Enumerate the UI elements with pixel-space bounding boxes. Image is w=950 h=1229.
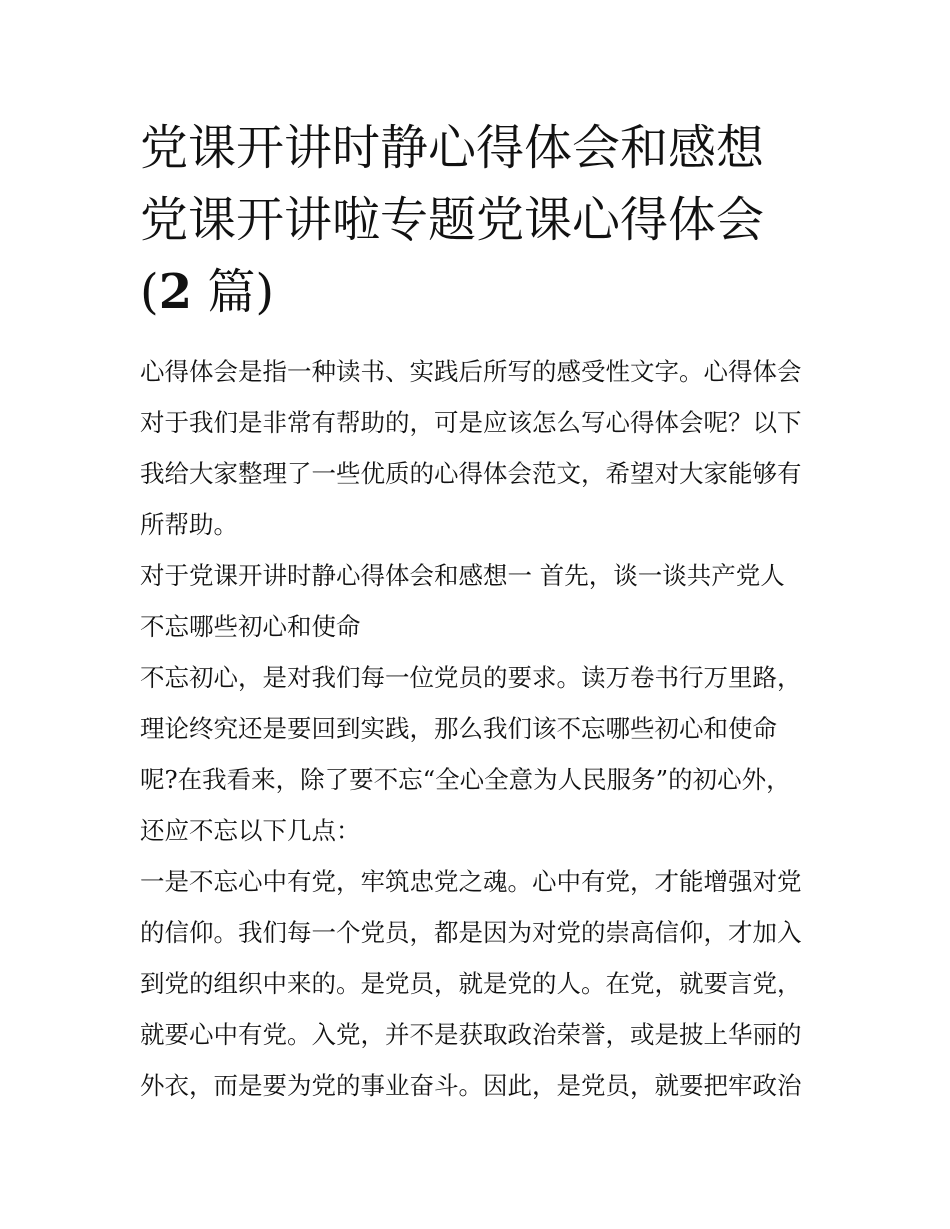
paragraph-line: 就要心中有党。入党，并不是获取政治荣誉，或是披上华丽的 [140, 1020, 802, 1049]
title-line-3 [140, 256, 815, 328]
title-line-2: 党课开讲啦专题党课心得体会 [140, 192, 765, 248]
title-suffix-text: 篇) [192, 264, 275, 320]
paragraph-line: 我给大家整理了一些优质的心得体会范文，希望对大家能够有 [140, 459, 802, 488]
paragraph-not-forget [140, 652, 815, 856]
paragraph-intro [140, 346, 815, 550]
document-body [140, 346, 815, 1111]
paragraph-line: 所帮助。 [140, 510, 238, 539]
paragraph-point-one [140, 856, 815, 1111]
paragraph-line: 心得体会是指一种读书、实践后所写的感受性文字。心得体会 [140, 357, 802, 386]
paragraph-line: 不忘哪些初心和使命 [140, 612, 361, 641]
paragraph-line: 理论终究还是要回到实践，那么我们该不忘哪些初心和使命 [140, 714, 777, 743]
paragraph-line: 还应不忘以下几点： [140, 816, 361, 845]
title-open-paren: ( [140, 264, 159, 320]
paragraph-line: 到党的组织中来的。是党员，就是党的人。在党，就要言党， [140, 969, 802, 998]
paragraph-line: 一是不忘心中有党，牢筑忠党之魂。心中有党，才能增强对党 [140, 867, 802, 896]
document-page [140, 112, 815, 1111]
paragraph-section-heading [140, 550, 815, 652]
paragraph-line: 呢?在我看来，除了要不忘“全心全意为人民服务”的初心外， [140, 765, 791, 794]
paragraph-line: 对于党课开讲时静心得体会和感想一 首先，谈一谈共产党人 [140, 561, 785, 590]
paragraph-line: 外衣，而是要为党的事业奋斗。因此，是党员，就要把牢政治 [140, 1071, 802, 1100]
paragraph-line: 对于我们是非常有帮助的，可是应该怎么写心得体会呢？以下 [140, 408, 802, 437]
paragraph-line: 的信仰。我们每一个党员，都是因为对党的崇高信仰，才加入 [140, 918, 802, 947]
document-title [140, 112, 815, 328]
title-count: 2 [158, 264, 193, 320]
title-line-1: 党课开讲时静心得体会和感想 [140, 120, 765, 176]
paragraph-line: 不忘初心，是对我们每一位党员的要求。读万卷书行万里路， [140, 663, 802, 692]
